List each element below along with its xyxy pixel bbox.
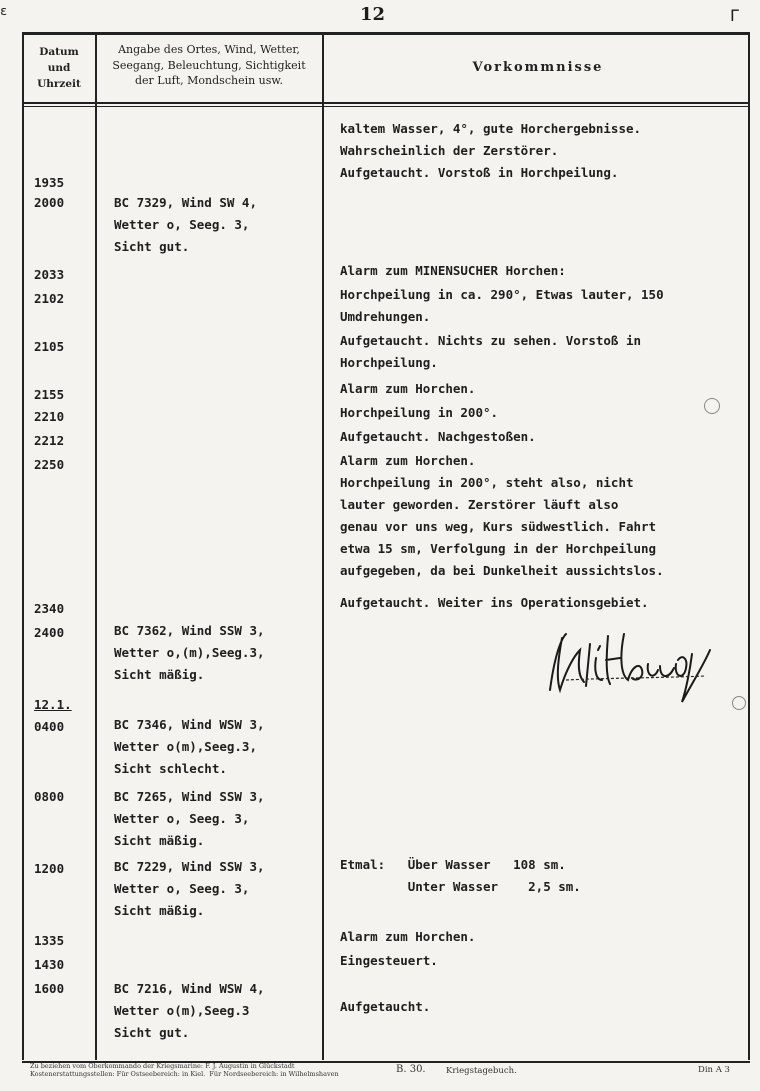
header-rule-thin [22,106,750,107]
time-cell: 2340 [34,601,65,616]
position-weather-cell: BC 7229, Wind SSW 3, Wetter o, Seeg. 3, Sicht mäßig. [114,859,265,918]
time-cell: 1935 [34,175,65,190]
time-cell: 2102 [34,291,65,306]
time-cell: 2212 [34,433,65,448]
event-text: kaltem Wasser, 4°, gute Horchergebnisse. Wahrscheinlich der Zerstörer. Aufgetaucht. Vorstoß in Horchpeilung. [340,121,642,180]
header-place-column [98,42,320,89]
time-cell: 2000 [34,195,65,210]
time-cell: 1430 [34,957,65,972]
event-text: Alarm zum Horchen. [340,929,476,944]
paper-smudge [704,398,720,414]
date-cell: 12.1. [34,697,72,712]
event-text: Aufgetaucht. Weiter ins Operationsgebiet. [340,595,649,610]
event-text: Alarm zum Horchen. [340,381,476,396]
time-cell: 0400 [34,719,65,734]
commander-signature [536,620,736,710]
header-events-column: Vorkommnisse [472,60,604,75]
event-text: Aufgetaucht. Nachgestoßen. [340,429,536,444]
event-text: Horchpeilung in ca. 290°, Etwas lauter, 150 Umdrehungen. [340,287,664,324]
footer-title: Kriegstagebuch. [446,1066,517,1076]
position-weather-cell: BC 7329, Wind SW 4, Wetter o, Seeg. 3, Sicht gut. [114,195,257,254]
corner-mark: Γ [730,6,739,25]
time-cell: 2210 [34,409,65,424]
footer-publisher: Zu beziehen vom Oberkommando der Kriegsmarine: F. J. Augustin in Glückstadt Kostenerstattungsstellen: Für Ostseebereich: in Kiel. Für Nordseebereich: in Wilhelmshaven [30,1062,339,1078]
time-cell: 1600 [34,981,65,996]
event-text: Aufgetaucht. [340,999,431,1014]
paper-smudge [732,696,746,710]
event-text: Etmal: Über Wasser 108 sm. Unter Wasser 2,5 sm. [340,857,581,894]
header-rule [22,102,750,104]
header-date-line: Datum [39,46,79,58]
header-place-line: Seegang, Beleuchtung, Sichtigkeit [112,58,306,72]
event-text: Alarm zum Horchen. Horchpeilung in 200°, steht also, nicht lauter geworden. Zerstörer läuft also genau vor uns weg, Kurs südwestlich. Fahrt etwa 15 sm, Verfolgung in der Horchpeilung aufgegeben, da bei Dunkelheit aussichtslos. [340,453,664,578]
position-weather-cell: BC 7216, Wind WSW 4, Wetter o(m),Seeg.3 Sicht gut. [114,981,265,1040]
edge-tick-mark: ε [0,4,8,18]
footer-form-number: B. 30. [396,1064,426,1075]
column-divider [322,32,324,1060]
time-cell: 1335 [34,933,65,948]
header-date-column [24,44,94,92]
time-cell: 2155 [34,387,65,402]
header-place-line: Angabe des Ortes, Wind, Wetter, [118,43,300,56]
header-date-line: und [47,62,71,74]
event-text: Aufgetaucht. Nichts zu sehen. Vorstoß in Horchpeilung. [340,333,642,370]
position-weather-cell: BC 7265, Wind SSW 3, Wetter o, Seeg. 3, Sicht mäßig. [114,789,265,848]
column-divider [95,32,97,1060]
position-weather-cell: BC 7362, Wind SSW 3, Wetter o,(m),Seeg.3, Sicht mäßig. [114,623,265,682]
time-cell: 1200 [34,861,65,876]
footer-din: Din A 3 [698,1065,730,1075]
header-date-line: Uhrzeit [37,78,81,90]
page-number: 12 [360,4,386,25]
time-cell: 2400 [34,625,65,640]
event-text: Alarm zum MINENSUCHER Horchen: [340,263,566,278]
column-divider [22,32,24,1060]
column-divider [748,32,750,1060]
position-weather-cell: BC 7346, Wind WSW 3, Wetter o(m),Seeg.3, Sicht schlecht. [114,717,265,776]
header-place-line: der Luft, Mondschein usw. [134,74,284,87]
time-cell: 2105 [34,339,65,354]
event-text: Eingesteuert. [340,953,438,968]
time-cell: 2250 [34,457,65,472]
time-cell: 0800 [34,789,65,804]
event-text: Horchpeilung in 200°. [340,405,499,420]
time-cell: 2033 [34,267,65,282]
